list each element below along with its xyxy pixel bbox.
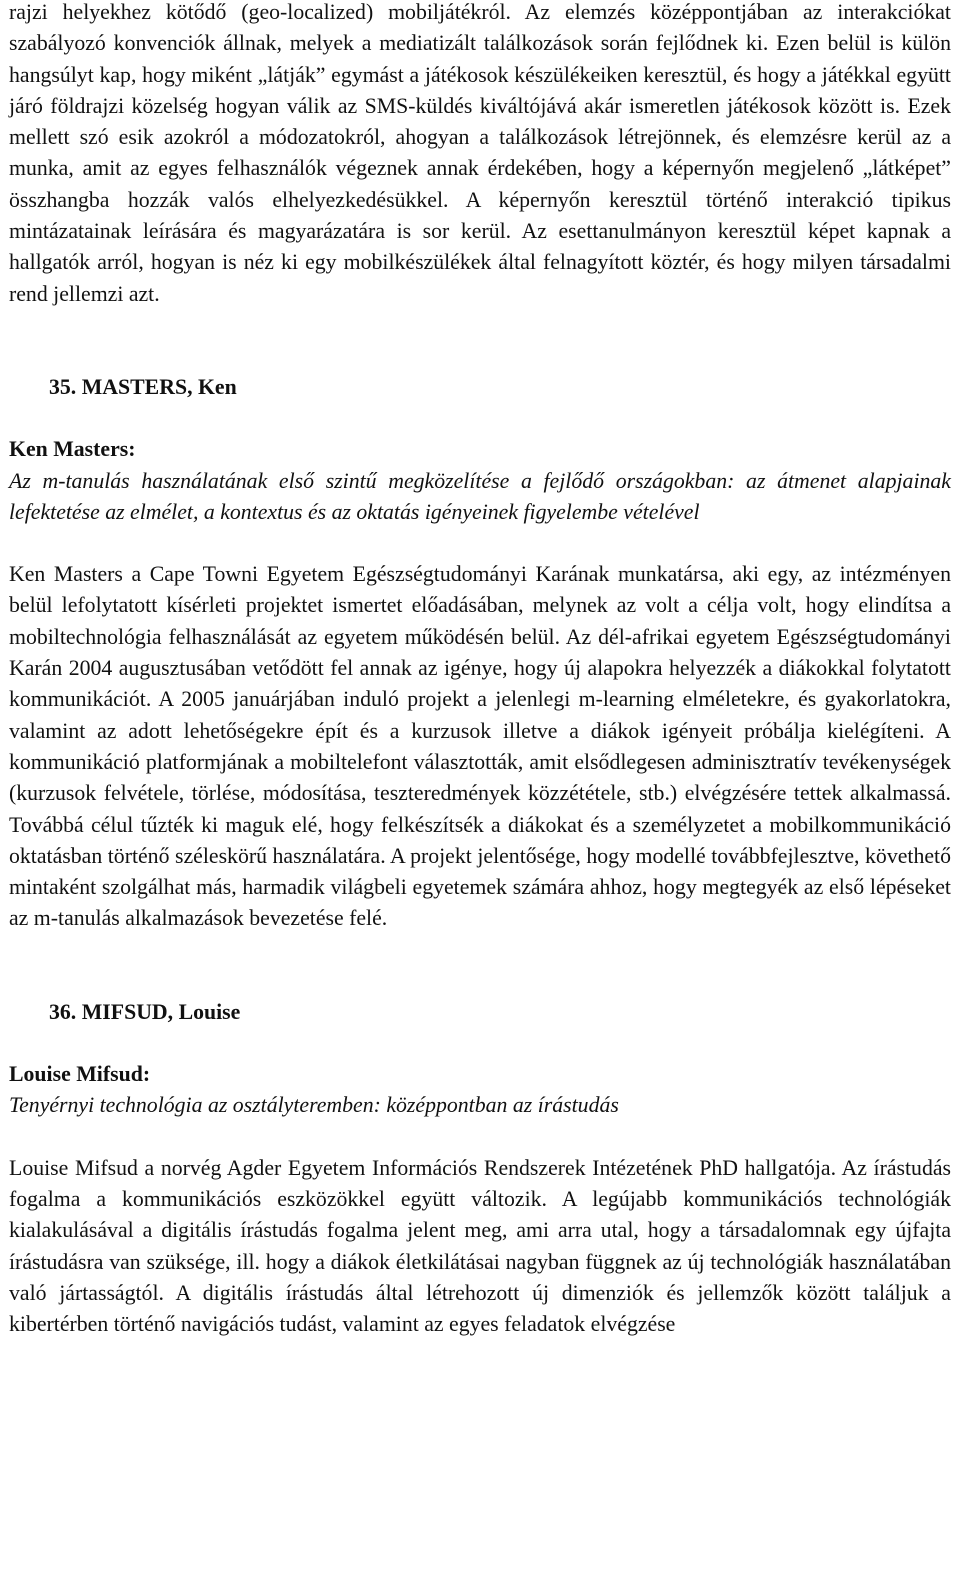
- entry-author: Ken Masters:: [9, 437, 136, 462]
- entry-body: Louise Mifsud a norvég Agder Egyetem Információs Rendszerek Intézetének PhD hallgatója. Az írástudás fogalma a kommunikációs eszközökkel együtt változik. A legújabb kommunikációs technológiák kialakulásával a digitális írástudás fogalma jelent meg, ami arra utal, hogy a társadalomnak egy újfajta írástudásra van szüksége, ill. hogy a diákok életkilátásai nagyban függnek az új technológiák használatában való jártasságtól. A digitális írástudás által létrehozott új dimenziók és jellemzők között találjuk a kibertérben történő navigációs tudást, valamint az egyes feladatok elvégzése: [9, 1155, 951, 1337]
- entry-heading: 36. MIFSUD, Louise: [49, 999, 241, 1024]
- intro-paragraph: rajzi helyekhez kötődő (geo-localized) mobiljátékról. Az elemzés középpontjában az interakciókat szabályozó konvenciók állnak, melyek a mediatizált találkozások során fejlődnek ki. Ezen belül is külön hangsúlyt kap, hogy miként „látják” egymást a játékosok készülékeiken keresztül, és hogy a játékkal együtt járó földrajzi közelség hogyan válik az SMS-küldés kiváltójává akár ismeretlen játékosok között is. Ezek mellett szó esik azokról a módozatokról, ahogyan a találkozások létrejönnek, és elemzésre kerül az a munka, amit az egyes felhasználók végeznek annak érdekében, hogy a képernyőn megjelenő „látképet” összhangba hozzák valós elhelyezkedésükkel. A képernyőn keresztül történő interakció tipikus mintázatainak leírására és magyarázatára is sor kerül. Az esettanulmányon keresztül képet kapnak a hallgatók arról, hogyan is néz ki egy mobilkészülékek által felnagyított köztér, és hogy milyen társadalmi rend jellemzi azt.: [9, 0, 951, 306]
- entry-title: Az m-tanulás használatának első szintű megközelítése a fejlődő országokban: az átmenet alapjainak lefektetése az elmélet, a kontextus és az oktatás igényeinek figyelembe vételével: [9, 468, 951, 524]
- entry-author: Louise Mifsud:: [9, 1062, 151, 1087]
- entry-body: Ken Masters a Cape Towni Egyetem Egészségtudományi Karának munkatársa, aki egy, az intézményen belül lefolytatott kísérleti projektet ismertet előadásában, melynek az volt a célja volt, hogy elindítsa a mobiltechnológia felhasználását az egyetem működésén belül. Az dél-afrikai egyetem Egészségtudományi Karán 2004 augusztusában vetődött fel annak az igénye, hogy új alapokra helyezzék a diákokkal folytatott kommunikációt. A 2005 januárjában induló projekt a jelenlegi m-learning elméletekre, és gyakorlatokra, valamint az adott lehetőségekre épít és a kurzusok illetve a diákok igényeit próbálja kielégíteni. A kommunikáció platformjának a mobiltelefont választották, amit elsődlegesen adminisztratív tevékenységek (kurzusok felvétele, törlése, módosítása, teszteredmények közzététele, stb.) elvégzésére tettek alkalmassá. Továbbá célul tűzték ki maguk elé, hogy felkészítsék a diákokat és a személyzetet a mobilkommunikáció oktatásban történő széleskörű használatára. A projekt jelentősége, hogy modellé továbbfejlesztve, követhető mintaként szolgálhat más, harmadik világbeli egyetemek számára ahhoz, hogy megtegyék az első lépéseket az m-tanulás alkalmazások bevezetése felé.: [9, 562, 951, 931]
- entry-title: Tenyérnyi technológia az osztályteremben: középpontban az írástudás: [9, 1093, 619, 1118]
- entry-heading: 35. MASTERS, Ken: [49, 374, 237, 399]
